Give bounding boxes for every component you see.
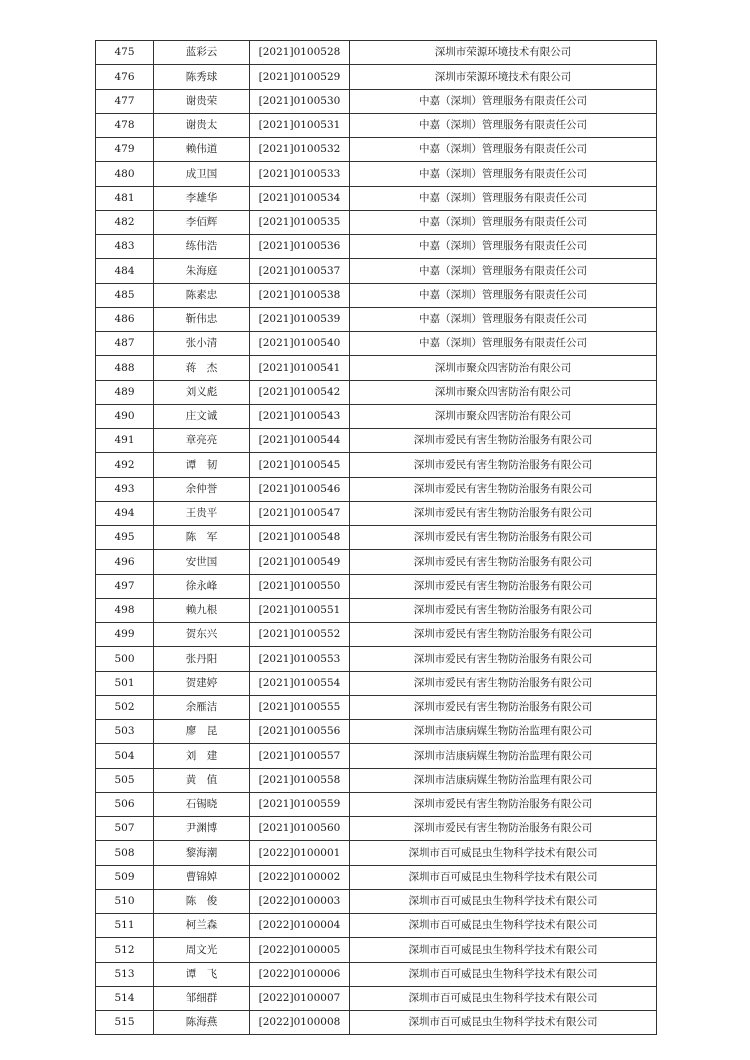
table-row xyxy=(96,768,657,792)
organization-cell: 中嘉（深圳）管理服务有限责任公司 xyxy=(350,162,657,186)
organization-cell: 深圳市爱民有害生物防治服务有限公司 xyxy=(350,792,657,816)
table-row xyxy=(96,550,657,574)
row-number-cell: 515 xyxy=(96,1011,154,1035)
table-row xyxy=(96,162,657,186)
person-name-cell: 谭 韧 xyxy=(154,453,250,477)
certificate-number-cell: [2022]0100005 xyxy=(250,938,350,962)
row-number-cell: 489 xyxy=(96,380,154,404)
certificate-number-cell: [2021]0100556 xyxy=(250,720,350,744)
table-row xyxy=(96,962,657,986)
person-name-cell: 赖伟道 xyxy=(154,138,250,162)
person-name-cell: 刘义彪 xyxy=(154,380,250,404)
person-name-cell: 赖九根 xyxy=(154,598,250,622)
certificate-number-cell: [2021]0100545 xyxy=(250,453,350,477)
certificate-number-cell: [2021]0100529 xyxy=(250,65,350,89)
row-number-cell: 514 xyxy=(96,986,154,1010)
certificate-number-cell: [2021]0100558 xyxy=(250,768,350,792)
table-row xyxy=(96,113,657,137)
row-number-cell: 475 xyxy=(96,41,154,65)
row-number-cell: 505 xyxy=(96,768,154,792)
organization-cell: 深圳市爱民有害生物防治服务有限公司 xyxy=(350,671,657,695)
table-row xyxy=(96,501,657,525)
person-name-cell: 余雁洁 xyxy=(154,695,250,719)
row-number-cell: 512 xyxy=(96,938,154,962)
table-row xyxy=(96,623,657,647)
organization-cell: 深圳市爱民有害生物防治服务有限公司 xyxy=(350,598,657,622)
person-name-cell: 廖 昆 xyxy=(154,720,250,744)
row-number-cell: 497 xyxy=(96,574,154,598)
organization-cell: 深圳市聚众四害防治有限公司 xyxy=(350,404,657,428)
organization-cell: 深圳市爱民有害生物防治服务有限公司 xyxy=(350,501,657,525)
certificate-number-cell: [2021]0100535 xyxy=(250,210,350,234)
person-name-cell: 陈 俊 xyxy=(154,889,250,913)
row-number-cell: 487 xyxy=(96,332,154,356)
table-body xyxy=(96,41,657,1035)
row-number-cell: 501 xyxy=(96,671,154,695)
certificate-registry-table xyxy=(95,40,657,1035)
table-row xyxy=(96,1011,657,1035)
row-number-cell: 509 xyxy=(96,865,154,889)
organization-cell: 深圳市爱民有害生物防治服务有限公司 xyxy=(350,647,657,671)
table-row xyxy=(96,526,657,550)
certificate-number-cell: [2021]0100543 xyxy=(250,404,350,428)
person-name-cell: 黄 值 xyxy=(154,768,250,792)
row-number-cell: 486 xyxy=(96,307,154,331)
organization-cell: 深圳市荣源环境技术有限公司 xyxy=(350,65,657,89)
certificate-number-cell: [2021]0100554 xyxy=(250,671,350,695)
person-name-cell: 周文光 xyxy=(154,938,250,962)
organization-cell: 深圳市百可威昆虫生物科学技术有限公司 xyxy=(350,914,657,938)
certificate-number-cell: [2021]0100555 xyxy=(250,695,350,719)
organization-cell: 深圳市百可威昆虫生物科学技术有限公司 xyxy=(350,962,657,986)
organization-cell: 深圳市聚众四害防治有限公司 xyxy=(350,356,657,380)
person-name-cell: 章亮亮 xyxy=(154,429,250,453)
certificate-number-cell: [2021]0100548 xyxy=(250,526,350,550)
organization-cell: 深圳市聚众四害防治有限公司 xyxy=(350,380,657,404)
organization-cell: 深圳市爱民有害生物防治服务有限公司 xyxy=(350,550,657,574)
person-name-cell: 黎海潮 xyxy=(154,841,250,865)
table-row xyxy=(96,453,657,477)
certificate-number-cell: [2021]0100536 xyxy=(250,235,350,259)
row-number-cell: 485 xyxy=(96,283,154,307)
organization-cell: 中嘉（深圳）管理服务有限责任公司 xyxy=(350,113,657,137)
organization-cell: 深圳市荣源环境技术有限公司 xyxy=(350,41,657,65)
person-name-cell: 张丹阳 xyxy=(154,647,250,671)
person-name-cell: 石锡晓 xyxy=(154,792,250,816)
table-row xyxy=(96,41,657,65)
person-name-cell: 贺东兴 xyxy=(154,623,250,647)
organization-cell: 深圳市百可威昆虫生物科学技术有限公司 xyxy=(350,938,657,962)
certificate-number-cell: [2021]0100531 xyxy=(250,113,350,137)
organization-cell: 中嘉（深圳）管理服务有限责任公司 xyxy=(350,235,657,259)
row-number-cell: 484 xyxy=(96,259,154,283)
certificate-number-cell: [2022]0100003 xyxy=(250,889,350,913)
person-name-cell: 安世国 xyxy=(154,550,250,574)
organization-cell: 中嘉（深圳）管理服务有限责任公司 xyxy=(350,186,657,210)
person-name-cell: 贺建婷 xyxy=(154,671,250,695)
table-row xyxy=(96,841,657,865)
row-number-cell: 502 xyxy=(96,695,154,719)
row-number-cell: 499 xyxy=(96,623,154,647)
row-number-cell: 503 xyxy=(96,720,154,744)
row-number-cell: 488 xyxy=(96,356,154,380)
person-name-cell: 陈海燕 xyxy=(154,1011,250,1035)
person-name-cell: 蓝彩云 xyxy=(154,41,250,65)
certificate-number-cell: [2021]0100533 xyxy=(250,162,350,186)
organization-cell: 深圳市洁康病媒生物防治监理有限公司 xyxy=(350,744,657,768)
row-number-cell: 496 xyxy=(96,550,154,574)
certificate-number-cell: [2021]0100538 xyxy=(250,283,350,307)
table-row xyxy=(96,186,657,210)
certificate-number-cell: [2021]0100560 xyxy=(250,817,350,841)
table-row xyxy=(96,235,657,259)
row-number-cell: 480 xyxy=(96,162,154,186)
table-row xyxy=(96,89,657,113)
person-name-cell: 尹渊博 xyxy=(154,817,250,841)
row-number-cell: 478 xyxy=(96,113,154,137)
certificate-number-cell: [2021]0100547 xyxy=(250,501,350,525)
organization-cell: 深圳市洁康病媒生物防治监理有限公司 xyxy=(350,768,657,792)
organization-cell: 深圳市百可威昆虫生物科学技术有限公司 xyxy=(350,1011,657,1035)
organization-cell: 深圳市百可威昆虫生物科学技术有限公司 xyxy=(350,865,657,889)
table-row xyxy=(96,817,657,841)
certificate-number-cell: [2021]0100532 xyxy=(250,138,350,162)
table-row xyxy=(96,671,657,695)
row-number-cell: 508 xyxy=(96,841,154,865)
certificate-number-cell: [2021]0100557 xyxy=(250,744,350,768)
table-row xyxy=(96,138,657,162)
row-number-cell: 492 xyxy=(96,453,154,477)
person-name-cell: 陈 军 xyxy=(154,526,250,550)
table-row xyxy=(96,332,657,356)
table-row xyxy=(96,865,657,889)
certificate-number-cell: [2021]0100553 xyxy=(250,647,350,671)
person-name-cell: 徐永峰 xyxy=(154,574,250,598)
person-name-cell: 曹锦婥 xyxy=(154,865,250,889)
certificate-number-cell: [2021]0100544 xyxy=(250,429,350,453)
row-number-cell: 493 xyxy=(96,477,154,501)
table-row xyxy=(96,598,657,622)
certificate-number-cell: [2022]0100008 xyxy=(250,1011,350,1035)
organization-cell: 深圳市爱民有害生物防治服务有限公司 xyxy=(350,477,657,501)
organization-cell: 深圳市爱民有害生物防治服务有限公司 xyxy=(350,526,657,550)
row-number-cell: 479 xyxy=(96,138,154,162)
table-row xyxy=(96,477,657,501)
person-name-cell: 李雄华 xyxy=(154,186,250,210)
row-number-cell: 477 xyxy=(96,89,154,113)
row-number-cell: 495 xyxy=(96,526,154,550)
organization-cell: 中嘉（深圳）管理服务有限责任公司 xyxy=(350,259,657,283)
organization-cell: 深圳市爱民有害生物防治服务有限公司 xyxy=(350,453,657,477)
table-row xyxy=(96,986,657,1010)
row-number-cell: 511 xyxy=(96,914,154,938)
table-row xyxy=(96,914,657,938)
certificate-number-cell: [2021]0100540 xyxy=(250,332,350,356)
row-number-cell: 513 xyxy=(96,962,154,986)
organization-cell: 中嘉（深圳）管理服务有限责任公司 xyxy=(350,332,657,356)
person-name-cell: 余仲誉 xyxy=(154,477,250,501)
table-row xyxy=(96,938,657,962)
person-name-cell: 谢贵太 xyxy=(154,113,250,137)
organization-cell: 深圳市百可威昆虫生物科学技术有限公司 xyxy=(350,889,657,913)
certificate-number-cell: [2021]0100530 xyxy=(250,89,350,113)
certificate-number-cell: [2021]0100541 xyxy=(250,356,350,380)
table-row xyxy=(96,720,657,744)
row-number-cell: 483 xyxy=(96,235,154,259)
row-number-cell: 491 xyxy=(96,429,154,453)
row-number-cell: 510 xyxy=(96,889,154,913)
person-name-cell: 成卫国 xyxy=(154,162,250,186)
table-row xyxy=(96,356,657,380)
table-row xyxy=(96,307,657,331)
person-name-cell: 靳伟忠 xyxy=(154,307,250,331)
certificate-number-cell: [2021]0100549 xyxy=(250,550,350,574)
organization-cell: 深圳市爱民有害生物防治服务有限公司 xyxy=(350,695,657,719)
row-number-cell: 498 xyxy=(96,598,154,622)
certificate-number-cell: [2021]0100550 xyxy=(250,574,350,598)
certificate-number-cell: [2021]0100551 xyxy=(250,598,350,622)
certificate-number-cell: [2021]0100542 xyxy=(250,380,350,404)
person-name-cell: 李佰辉 xyxy=(154,210,250,234)
table-row xyxy=(96,210,657,234)
row-number-cell: 490 xyxy=(96,404,154,428)
certificate-number-cell: [2021]0100528 xyxy=(250,41,350,65)
certificate-number-cell: [2022]0100004 xyxy=(250,914,350,938)
table-row xyxy=(96,695,657,719)
person-name-cell: 朱海庭 xyxy=(154,259,250,283)
row-number-cell: 500 xyxy=(96,647,154,671)
table-row xyxy=(96,647,657,671)
table-row xyxy=(96,792,657,816)
certificate-number-cell: [2021]0100534 xyxy=(250,186,350,210)
person-name-cell: 庄文诚 xyxy=(154,404,250,428)
table-row xyxy=(96,429,657,453)
person-name-cell: 陈素忠 xyxy=(154,283,250,307)
person-name-cell: 王贵平 xyxy=(154,501,250,525)
organization-cell: 深圳市爱民有害生物防治服务有限公司 xyxy=(350,429,657,453)
row-number-cell: 504 xyxy=(96,744,154,768)
organization-cell: 中嘉（深圳）管理服务有限责任公司 xyxy=(350,283,657,307)
person-name-cell: 蒋 杰 xyxy=(154,356,250,380)
organization-cell: 深圳市百可威昆虫生物科学技术有限公司 xyxy=(350,841,657,865)
table-row xyxy=(96,380,657,404)
person-name-cell: 刘 建 xyxy=(154,744,250,768)
table-row xyxy=(96,65,657,89)
row-number-cell: 506 xyxy=(96,792,154,816)
person-name-cell: 谭 飞 xyxy=(154,962,250,986)
row-number-cell: 476 xyxy=(96,65,154,89)
row-number-cell: 507 xyxy=(96,817,154,841)
row-number-cell: 482 xyxy=(96,210,154,234)
person-name-cell: 谢贵荣 xyxy=(154,89,250,113)
table-row xyxy=(96,404,657,428)
certificate-number-cell: [2022]0100002 xyxy=(250,865,350,889)
organization-cell: 深圳市爱民有害生物防治服务有限公司 xyxy=(350,817,657,841)
certificate-number-cell: [2021]0100559 xyxy=(250,792,350,816)
organization-cell: 深圳市洁康病媒生物防治监理有限公司 xyxy=(350,720,657,744)
person-name-cell: 练伟浩 xyxy=(154,235,250,259)
table-row xyxy=(96,574,657,598)
person-name-cell: 张小清 xyxy=(154,332,250,356)
person-name-cell: 邹细群 xyxy=(154,986,250,1010)
table-row xyxy=(96,889,657,913)
organization-cell: 中嘉（深圳）管理服务有限责任公司 xyxy=(350,89,657,113)
table-row xyxy=(96,283,657,307)
table-row xyxy=(96,259,657,283)
person-name-cell: 陈秀球 xyxy=(154,65,250,89)
person-name-cell: 柯兰森 xyxy=(154,914,250,938)
certificate-number-cell: [2021]0100539 xyxy=(250,307,350,331)
certificate-number-cell: [2021]0100546 xyxy=(250,477,350,501)
row-number-cell: 494 xyxy=(96,501,154,525)
row-number-cell: 481 xyxy=(96,186,154,210)
table-row xyxy=(96,744,657,768)
certificate-number-cell: [2022]0100006 xyxy=(250,962,350,986)
organization-cell: 中嘉（深圳）管理服务有限责任公司 xyxy=(350,138,657,162)
organization-cell: 中嘉（深圳）管理服务有限责任公司 xyxy=(350,210,657,234)
organization-cell: 深圳市爱民有害生物防治服务有限公司 xyxy=(350,574,657,598)
certificate-number-cell: [2021]0100537 xyxy=(250,259,350,283)
certificate-number-cell: [2021]0100552 xyxy=(250,623,350,647)
certificate-number-cell: [2022]0100007 xyxy=(250,986,350,1010)
certificate-number-cell: [2022]0100001 xyxy=(250,841,350,865)
organization-cell: 深圳市百可威昆虫生物科学技术有限公司 xyxy=(350,986,657,1010)
organization-cell: 中嘉（深圳）管理服务有限责任公司 xyxy=(350,307,657,331)
organization-cell: 深圳市爱民有害生物防治服务有限公司 xyxy=(350,623,657,647)
